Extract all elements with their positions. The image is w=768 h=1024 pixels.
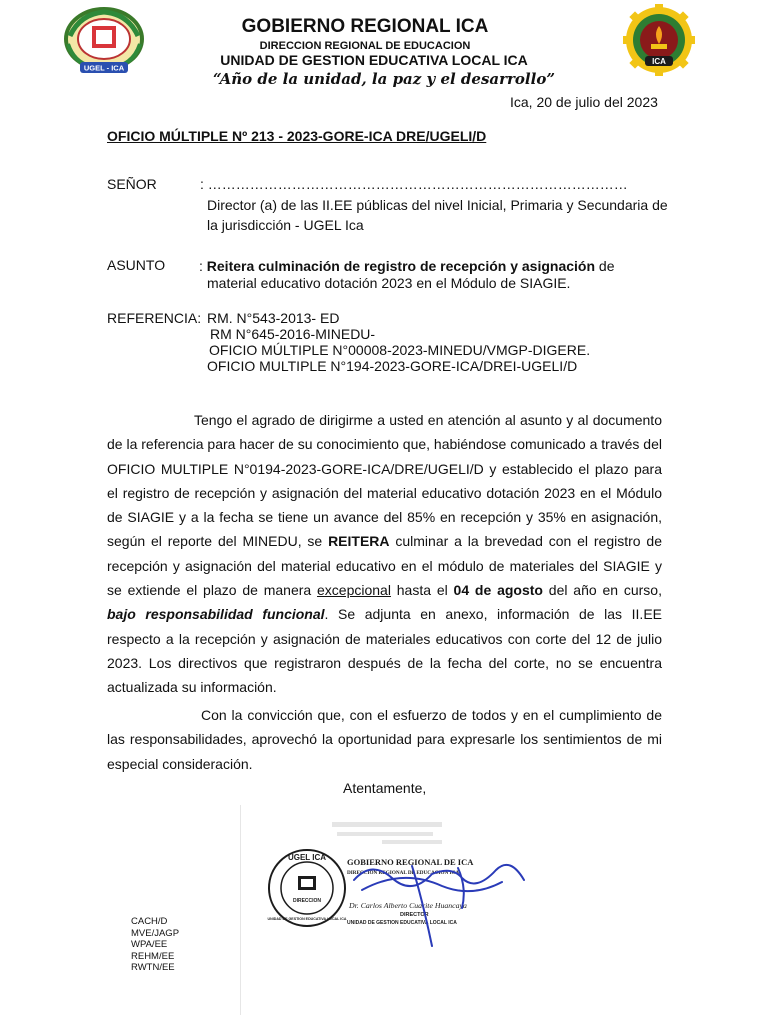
senor-label: SEÑOR [107, 176, 157, 192]
p1-bold-date: 04 de agosto [453, 582, 543, 599]
senor-line-2: la jurisdicción - UGEL Ica [207, 217, 364, 233]
stamp-unit: UNIDAD DE GESTION EDUCATIVA LOCAL ICA [347, 920, 457, 926]
initials-item: REHM/EE [131, 950, 175, 962]
body-paragraph-1 [107, 408, 662, 700]
initials-list [131, 916, 179, 974]
senor-dots: : ……………………………………………………………………………… [200, 176, 628, 192]
referencia-item: RM N°645-2016-MINEDU- [210, 326, 376, 342]
p1-underline-excepcional: excepcional [317, 582, 391, 599]
initials-item: WPA/EE [131, 939, 168, 950]
stamp-name: Dr. Carlos Alberto Cuarite Huancaya [349, 901, 467, 910]
seal-round-text: UGEL ICA [287, 853, 327, 862]
asunto-bold: Reitera culminación de registro de recepción y asignación [206, 258, 596, 274]
left-logo-text: UGEL - ICA [83, 63, 125, 73]
signature-stamp [262, 808, 532, 958]
seal-ring-text: UNIDAD DE GESTION EDUCATIVA LOCAL ICA [267, 917, 347, 921]
asunto-label: ASUNTO [107, 257, 166, 273]
senor-line-1: Director (a) de las II.EE públicas del nivel Inicial, Primaria y Secundaria de [207, 197, 668, 213]
header-subtitle-1: DIRECCION REGIONAL DE EDUCACION [259, 40, 471, 52]
p1-text-c: hasta el [390, 582, 454, 599]
body-paragraph-2: Con la convicción que, con el esfuerzo de todos y en el cumplimiento de las responsabilidades, aprovechó la oportunidad para expresarle los sentimientos de mi especial consideración. [107, 707, 662, 772]
stamp-line-2: DIRECCION REGIONAL DE EDUCACION ICA [347, 870, 460, 876]
asunto-rest: de [595, 258, 615, 274]
divider-line [240, 805, 241, 1015]
p1-text-a: Tengo el agrado de dirigirme a usted en atención al asunto y al documento de la referencia para hacer de su conocimiento que, habiéndose comunicado a través del OFICIO MULTIPLE N°0194-2023-GORE-ICA/DRE/UGELI/D y establecido el plazo para el registro de recepción y asignación del material educativo dotación 2023 en el Módulo de SIAGIE y a la fecha se tiene un avance del 85% en recepción y 35% en asignación, según el reporte del MINEDU, se [107, 412, 662, 550]
oficio-number: OFICIO MÚLTIPLE Nº 213 - 2023-GORE-ICA DRE/UGELI/D [107, 128, 487, 144]
seal-center-text: DIRECCION [292, 898, 322, 904]
initials-item: CACH/D [131, 916, 168, 927]
referencia-list [207, 310, 590, 374]
p1-text-e: . Se adjunta en anexo, información de las II.EE respecto a la recepción y asignación de materiales educativos con corte del 12 de julio 2023. Los directivos que registraron después de la fecha del corte, no se encuentra actualizada su información. [107, 606, 662, 696]
header-title: GOBIERNO REGIONAL ICA [241, 16, 489, 37]
asunto-line-2: material educativo dotación 2023 en el Módulo de SIAGIE. [207, 275, 571, 291]
initials-item: MVE/JAGP [131, 927, 180, 939]
p1-bold-italic: bajo responsabilidad funcional [107, 606, 325, 623]
asunto-colon: : [199, 258, 207, 274]
p1-text-b: culminar a la brevedad con el registro de recepción y asignación del material educativo en el módulo de materiales del SIAGIE y se extiende el plazo de manera [107, 533, 662, 599]
initials-item: RWTN/EE [131, 962, 175, 973]
header-motto: “Año de la unidad, la paz y el desarrollo” [213, 70, 555, 88]
referencia-item: RM. N°543-2013- ED [207, 310, 340, 326]
p1-bold-reitera: REITERA [328, 533, 390, 550]
p1-text-d: del año en curso, [542, 582, 662, 599]
stamp-title: DIRECTOR [400, 912, 429, 918]
referencia-item: OFICIO MULTIPLE N°194-2023-GORE-ICA/DREI-UGELI/D [207, 358, 578, 374]
closing-text: Atentamente, [343, 780, 427, 796]
document-date: Ica, 20 de julio del 2023 [510, 94, 658, 110]
referencia-label: REFERENCIA: [107, 310, 202, 326]
stamp-line-1: GOBIERNO REGIONAL DE ICA [347, 857, 474, 867]
referencia-item: OFICIO MÚLTIPLE N°00008-2023-MINEDU/VMGP-DIGERE. [209, 342, 591, 358]
header-subtitle-2: UNIDAD DE GESTION EDUCATIVA LOCAL ICA [220, 52, 528, 68]
right-logo-text: ICA [652, 57, 666, 66]
